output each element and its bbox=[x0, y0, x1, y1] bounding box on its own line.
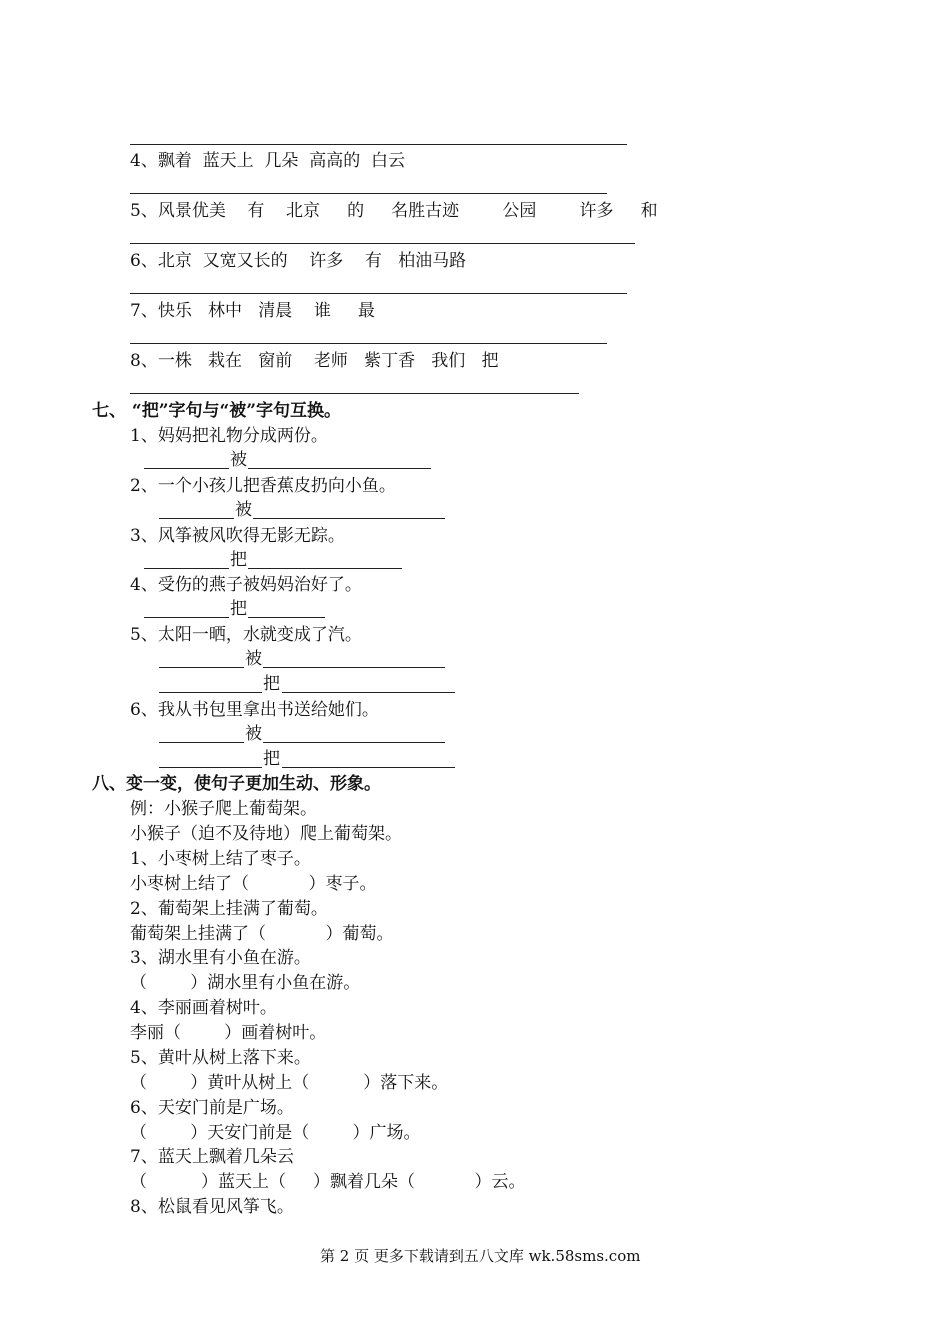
answer-line bbox=[248, 568, 402, 569]
answer-line bbox=[130, 343, 607, 344]
page-footer: 第 2 页 更多下载请到五八文库 wk.58sms.com bbox=[320, 1247, 641, 1265]
section8-question-3: 3、湖水里有小鱼在游。 bbox=[130, 948, 311, 968]
answer-line bbox=[282, 767, 455, 768]
answer-line bbox=[159, 767, 262, 768]
answer-line bbox=[144, 568, 229, 569]
section7-marker-6a: 被 bbox=[245, 724, 262, 744]
section-7-title: 七、 “把”字句与“被”字句互换。 bbox=[92, 401, 342, 421]
example-answer: 小猴子（迫不及待地）爬上葡萄架。 bbox=[130, 824, 402, 844]
section8-question-7: 7、蓝天上飘着几朵云 bbox=[130, 1147, 294, 1167]
reorder-item-8: 8、一株 栽在 窗前 老师 紫丁香 我们 把 bbox=[130, 351, 499, 371]
answer-line bbox=[144, 468, 229, 469]
section7-sentence-2: 2、一个小孩儿把香蕉皮扔向小鱼。 bbox=[130, 476, 396, 496]
answer-line bbox=[130, 293, 627, 294]
answer-line bbox=[248, 617, 325, 618]
answer-line bbox=[263, 667, 445, 668]
answer-line bbox=[253, 518, 445, 519]
section8-question-4: 4、李丽画着树叶。 bbox=[130, 998, 277, 1018]
answer-line bbox=[130, 243, 635, 244]
example-label: 例：小猴子爬上葡萄架。 bbox=[130, 799, 317, 819]
section8-answer-7: （ ）蓝天上（ ）飘着几朵（ ）云。 bbox=[130, 1172, 526, 1192]
section7-sentence-3: 3、风筝被风吹得无影无踪。 bbox=[130, 526, 345, 546]
section8-question-2: 2、葡萄架上挂满了葡萄。 bbox=[130, 899, 328, 919]
section7-marker-3: 把 bbox=[230, 550, 247, 570]
answer-line bbox=[263, 742, 445, 743]
reorder-item-4: 4、飘着 蓝天上 几朵 高高的 白云 bbox=[130, 151, 406, 171]
section7-marker-6b: 把 bbox=[263, 749, 280, 769]
section8-answer-3: （ ）湖水里有小鱼在游。 bbox=[130, 973, 361, 993]
section7-sentence-5: 5、太阳一晒，水就变成了汽。 bbox=[130, 625, 362, 645]
section8-question-5: 5、黄叶从树上落下来。 bbox=[130, 1048, 311, 1068]
section8-answer-1: 小枣树上结了（ ）枣子。 bbox=[130, 874, 377, 894]
section8-answer-2: 葡萄架上挂满了（ ）葡萄。 bbox=[130, 924, 394, 944]
section7-marker-5b: 把 bbox=[263, 674, 280, 694]
answer-line bbox=[282, 692, 455, 693]
section7-sentence-1: 1、妈妈把礼物分成两份。 bbox=[130, 426, 328, 446]
section8-question-1: 1、小枣树上结了枣子。 bbox=[130, 849, 311, 869]
answer-line bbox=[248, 468, 431, 469]
section8-answer-4: 李丽（ ）画着树叶。 bbox=[130, 1023, 327, 1043]
reorder-item-6: 6、北京 又宽又长的 许多 有 柏油马路 bbox=[130, 251, 467, 271]
section7-marker-4: 把 bbox=[230, 599, 247, 619]
section7-sentence-6: 6、我从书包里拿出书送给她们。 bbox=[130, 700, 379, 720]
section7-marker-2: 被 bbox=[235, 500, 252, 520]
answer-line bbox=[130, 144, 627, 145]
section7-marker-5a: 被 bbox=[245, 649, 262, 669]
answer-line bbox=[159, 692, 262, 693]
reorder-item-5: 5、风景优美 有 北京 的 名胜古迹 公园 许多 和 bbox=[130, 201, 658, 221]
section8-question-6: 6、天安门前是广场。 bbox=[130, 1098, 294, 1118]
reorder-item-7: 7、快乐 林中 清晨 谁 最 bbox=[130, 301, 375, 321]
answer-line bbox=[159, 518, 234, 519]
section8-answer-5: （ ）黄叶从树上（ ）落下来。 bbox=[130, 1073, 449, 1093]
answer-line bbox=[159, 742, 244, 743]
answer-line bbox=[130, 193, 607, 194]
section7-sentence-4: 4、受伤的燕子被妈妈治好了。 bbox=[130, 575, 362, 595]
section-8-title: 八、变一变，使句子更加生动、形象。 bbox=[92, 774, 381, 794]
answer-line bbox=[130, 393, 579, 394]
section8-answer-6: （ ）天安门前是（ ）广场。 bbox=[130, 1123, 421, 1143]
section7-marker-1: 被 bbox=[230, 450, 247, 470]
section8-question-8: 8、松鼠看见风筝飞。 bbox=[130, 1197, 294, 1217]
answer-line bbox=[144, 617, 229, 618]
answer-line bbox=[159, 667, 244, 668]
